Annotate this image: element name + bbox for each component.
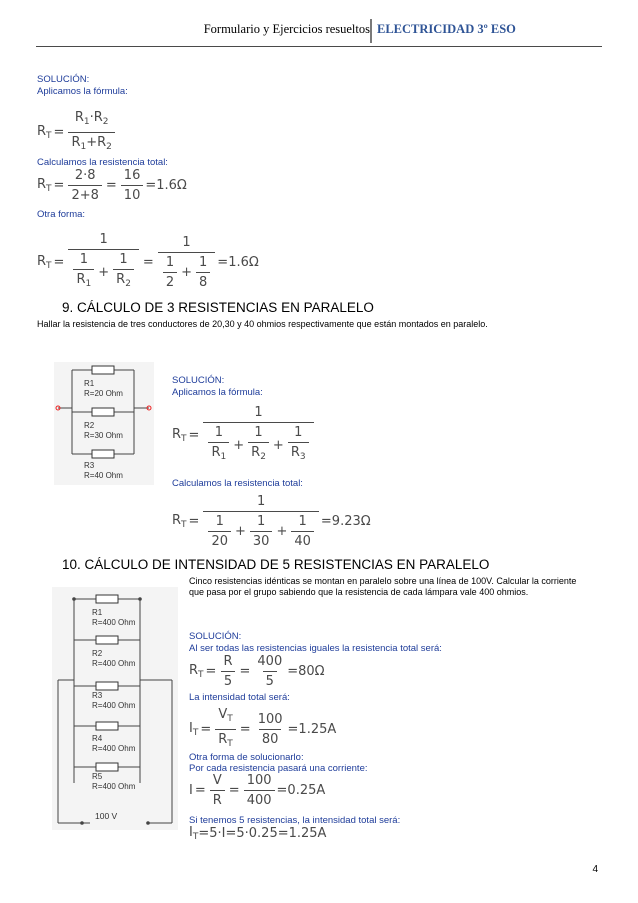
sec9-r3-value: R=40 Ohm xyxy=(84,471,123,480)
sec10-r2-name: R2 xyxy=(92,649,103,658)
sec8-calc: $R_T$ = $\frac{2\cdot 8}{2+8}$ = $\frac{16}{10}$ =1.6Ω xyxy=(37,168,187,203)
sec9-heading: 9. CÁLCULO DE 3 RESISTENCIAS EN PARALELO xyxy=(62,300,374,315)
sec10-r3-name: R3 xyxy=(92,691,103,700)
sec10-battery-terminal xyxy=(80,821,84,825)
sec9-r1-value: R=20 Ohm xyxy=(84,389,123,398)
sec10-r5-value: R=400 Ohm xyxy=(92,782,136,791)
sec10-r5-name: R5 xyxy=(92,772,103,781)
sec9-statement: Hallar la resistencia de tres conductores de 20,30 y 40 ohmios respectivamente que están montados en paralelo. xyxy=(37,319,488,329)
sec8-alt-result: =1.6Ω xyxy=(217,254,259,270)
sec9-calc-result: =9.23Ω xyxy=(320,514,371,529)
sec10-heading: 10. CÁLCULO DE INTENSIDAD DE 5 RESISTENCIAS EN PARALELO xyxy=(62,557,490,572)
sec8-alt: $R_T$ = 1 $\frac{1}{R_1}$ + $\frac{1}{R_2}$ = 1 $\frac{1}{2}$ + $\frac{1}{8}$ =1.6Ω xyxy=(37,232,259,292)
header-title: Formulario y Ejercicios resueltos xyxy=(203,22,370,36)
sec8-formula: $R_T$ = $\frac{R_1\cdot R_2}{R_1+R_2}$ xyxy=(37,110,117,155)
sec10-statement: Cinco resistencias idénticas se montan en paralelo sobre una línea de 100V. Calcular la corriente que pasa por el grupo sabiendo que la resistencia de cada lámpara vale 400 ohmios. xyxy=(189,576,577,597)
sec8-calc-den2: 10 xyxy=(121,185,144,203)
sec10-rt-den: 5 xyxy=(263,671,277,689)
sec10-r1-value: R=400 Ohm xyxy=(92,618,136,627)
header-rule xyxy=(36,46,602,47)
header-subject: ELECTRICIDAD 3º ESO xyxy=(377,22,516,36)
sec8-calc-den: 2+8 xyxy=(68,185,101,203)
sec10-al-ser: Al ser todas las resistencias iguales la resistencia total será: xyxy=(189,643,442,654)
sec8-calc-num2: 16 xyxy=(123,168,141,183)
sec10-r3-value: R=400 Ohm xyxy=(92,701,136,710)
sec10-por-cada: Por cada resistencia pasará una corriente: xyxy=(189,763,368,774)
sec9-circuit-diagram xyxy=(54,362,154,485)
sec9-solucion: SOLUCIÓN: xyxy=(172,375,225,386)
sec9-formula: $R_T$ = 1 $\frac{1}{R_1}$ + $\frac{1}{R_2}$ + $\frac{1}{R_3}$ xyxy=(172,405,316,465)
sec8-calculamos: Calculamos la resistencia total: xyxy=(37,157,168,168)
sec10-i-num: 100 xyxy=(246,773,272,788)
sec10-r4-name: R4 xyxy=(92,734,103,743)
sec10-intensidad: La intensidad total será: xyxy=(189,692,290,703)
sec10-rt-eq: $R_T$ = $\frac{R}{5}$ = $\frac{400}{5}$ =80Ω xyxy=(189,654,325,689)
sec8-calc-num: 2·8 xyxy=(74,168,96,183)
sec9-calculamos: Calculamos la resistencia total: xyxy=(172,478,303,489)
sec8-otra-forma: Otra forma: xyxy=(37,209,86,220)
sec10-final-eq: $I_T$ =5·I=5·0.25=1.25A xyxy=(189,825,327,842)
sec10-circuit-diagram xyxy=(52,587,178,830)
sec9-r3-name: R3 xyxy=(84,461,95,470)
sec10-i-eq: I = $\frac{V}{R}$ = $\frac{100}{400}$ =0.25A xyxy=(189,773,326,808)
sec10-otra-forma: Otra forma de solucionarlo: xyxy=(189,752,304,763)
sec10-r2-value: R=400 Ohm xyxy=(92,659,136,668)
sec8-formula-num: $R_1\cdot R_2$ xyxy=(74,110,109,127)
sec10-si-tenemos: Si tenemos 5 resistencias, la intensidad total será: xyxy=(189,815,401,826)
header-separator xyxy=(370,19,372,43)
sec9-calc: $R_T$ = 1 $\frac{1}{20}$ + $\frac{1}{30}$ + $\frac{1}{40}$ =9.23Ω xyxy=(172,494,371,549)
sec10-battery-terminal-2 xyxy=(146,821,150,825)
sec8-solucion: SOLUCIÓN: xyxy=(37,74,90,85)
sec8-aplicamos: Aplicamos la fórmula: xyxy=(37,86,128,97)
sec10-i-result: =0.25A xyxy=(276,783,326,798)
sec9-circuit-bg xyxy=(54,362,154,485)
sec10-rt-num: 400 xyxy=(257,654,283,669)
sec10-final-result: =5·I=5·0.25=1.25A xyxy=(198,826,327,841)
sec10-i-den: 400 xyxy=(244,790,275,808)
sec8-calc-result: =1.6Ω xyxy=(145,178,187,193)
page-number: 4 xyxy=(592,864,598,875)
sec10-it-den: 80 xyxy=(259,729,282,747)
sec10-r1-name: R1 xyxy=(92,608,103,617)
sec8-formula-den: $R_1+R_2$ xyxy=(68,132,114,155)
sec9-aplicamos: Aplicamos la fórmula: xyxy=(172,387,263,398)
sec10-r4-value: R=400 Ohm xyxy=(92,744,136,753)
sec9-r2-name: R2 xyxy=(84,421,95,430)
sec10-it-num: 100 xyxy=(257,712,283,727)
sec10-rt-result: =80Ω xyxy=(287,664,325,679)
sec10-it-result: =1.25A xyxy=(287,722,337,737)
sec10-voltage-label: 100 V xyxy=(95,811,118,821)
sec9-r1-name: R1 xyxy=(84,379,95,388)
sec9-r2-value: R=30 Ohm xyxy=(84,431,123,440)
sec10-it-eq: $I_T$ = $\frac{V_T}{R_T}$ = $\frac{100}{80}$ =1.25A xyxy=(189,707,336,752)
sec10-solucion: SOLUCIÓN: xyxy=(189,631,242,642)
